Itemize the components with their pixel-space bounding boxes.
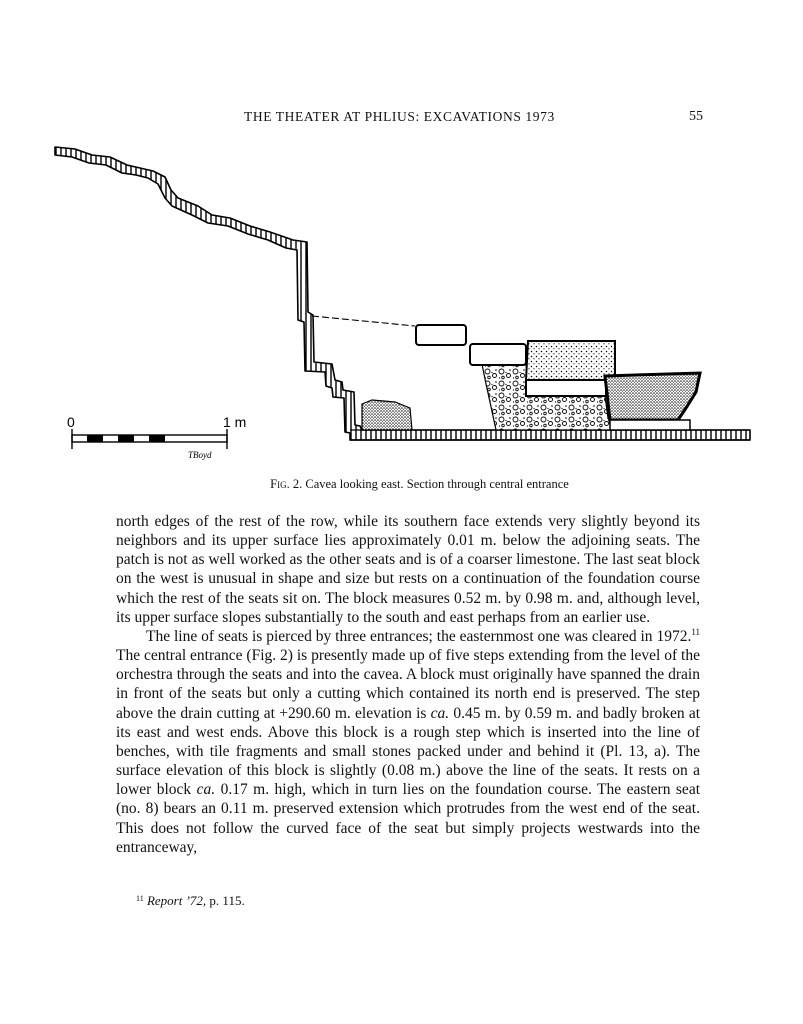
circa-abbrev-1: ca. [430, 704, 450, 722]
body-text [116, 512, 700, 857]
circa-abbrev-2: ca. [196, 781, 216, 799]
lower-step-block [470, 344, 526, 365]
running-head [0, 109, 803, 129]
footnote [136, 893, 245, 909]
running-title: THE THEATER AT PHLIUS: EXCAVATIONS 1973 [244, 109, 555, 124]
paragraph-2-part-a: The line of seats is pierced by three entrances; the easternmost one was cleared in 1972. [146, 627, 692, 645]
paragraph-2-part-c: 0.45 m. by 0.59 m. and badly broken at its east and west ends. Above this block is a rough step which is inserted into the line of benches, with tile fragments and small stones packed under and behind it (Pl. 13, a). The surface elevation of this block is slightly (0.08 m.) above the line of the seats. It rests on a lower block [116, 704, 700, 799]
paragraph-2-part-b: The central entrance (Fig. 2) is presently made up of five steps extending from the level of the orchestra through the seats and into the cavea. A block must originally have spanned the drain in front of the seats but only a cutting which contained its north end is preserved. The step above the drain cutting at +290.60 m. elevation is [116, 647, 700, 722]
eastern-seat-foundation [610, 420, 690, 430]
scale-bar [72, 429, 227, 449]
scale-label-one: 1 m [223, 414, 247, 430]
figure-caption-label: Fig. 2. [270, 477, 303, 491]
footnote-reference: Report ’72, [146, 893, 207, 908]
figure-caption-text: Cavea looking east. Section through central entrance [305, 477, 569, 491]
figure-caption [18, 477, 803, 492]
section-drawing [50, 140, 755, 465]
footnote-marker: 11 [691, 626, 700, 637]
support-block [526, 380, 606, 396]
stone-fill-lower [362, 400, 412, 430]
footnote-rest: p. 115. [206, 893, 245, 908]
eastern-seat-block [605, 373, 700, 420]
paragraph-1: north edges of the rest of the row, while its southern face extends very slightly beyond its neighbors and its upper surface lies approximately 0.01 m. below the adjoining seats. The patch is not as well worked as the other seats and is of a coarser limestone. The last seat block on the west is unusual in shape and size but rests on a continuation of the foundation course which the rest of the seats sit on. The block measures 0.52 m. by 0.98 m. and, although level, its upper surface slopes substantially to the south and east perhaps from an earlier use. [116, 513, 700, 626]
former-step-dashed-line [312, 316, 415, 326]
seat-block [526, 341, 615, 380]
scale-label-zero: 0 [67, 414, 75, 430]
artist-signature: TBoyd [188, 450, 212, 460]
paragraph-2 [116, 627, 700, 857]
paragraph-2-part-d: 0.17 m. high, which in turn lies on the foundation course. The eastern seat (no. 8) bears an 0.11 m. preserved extension which protrudes from the west end of the seat. This does not follow the curved face of the seat but simply projects westwards into the entranceway, [116, 781, 700, 856]
footnote-number: 11 [136, 894, 144, 903]
rough-step-block [416, 325, 466, 345]
page-number: 55 [689, 109, 703, 124]
section-drawing-svg [50, 140, 755, 465]
